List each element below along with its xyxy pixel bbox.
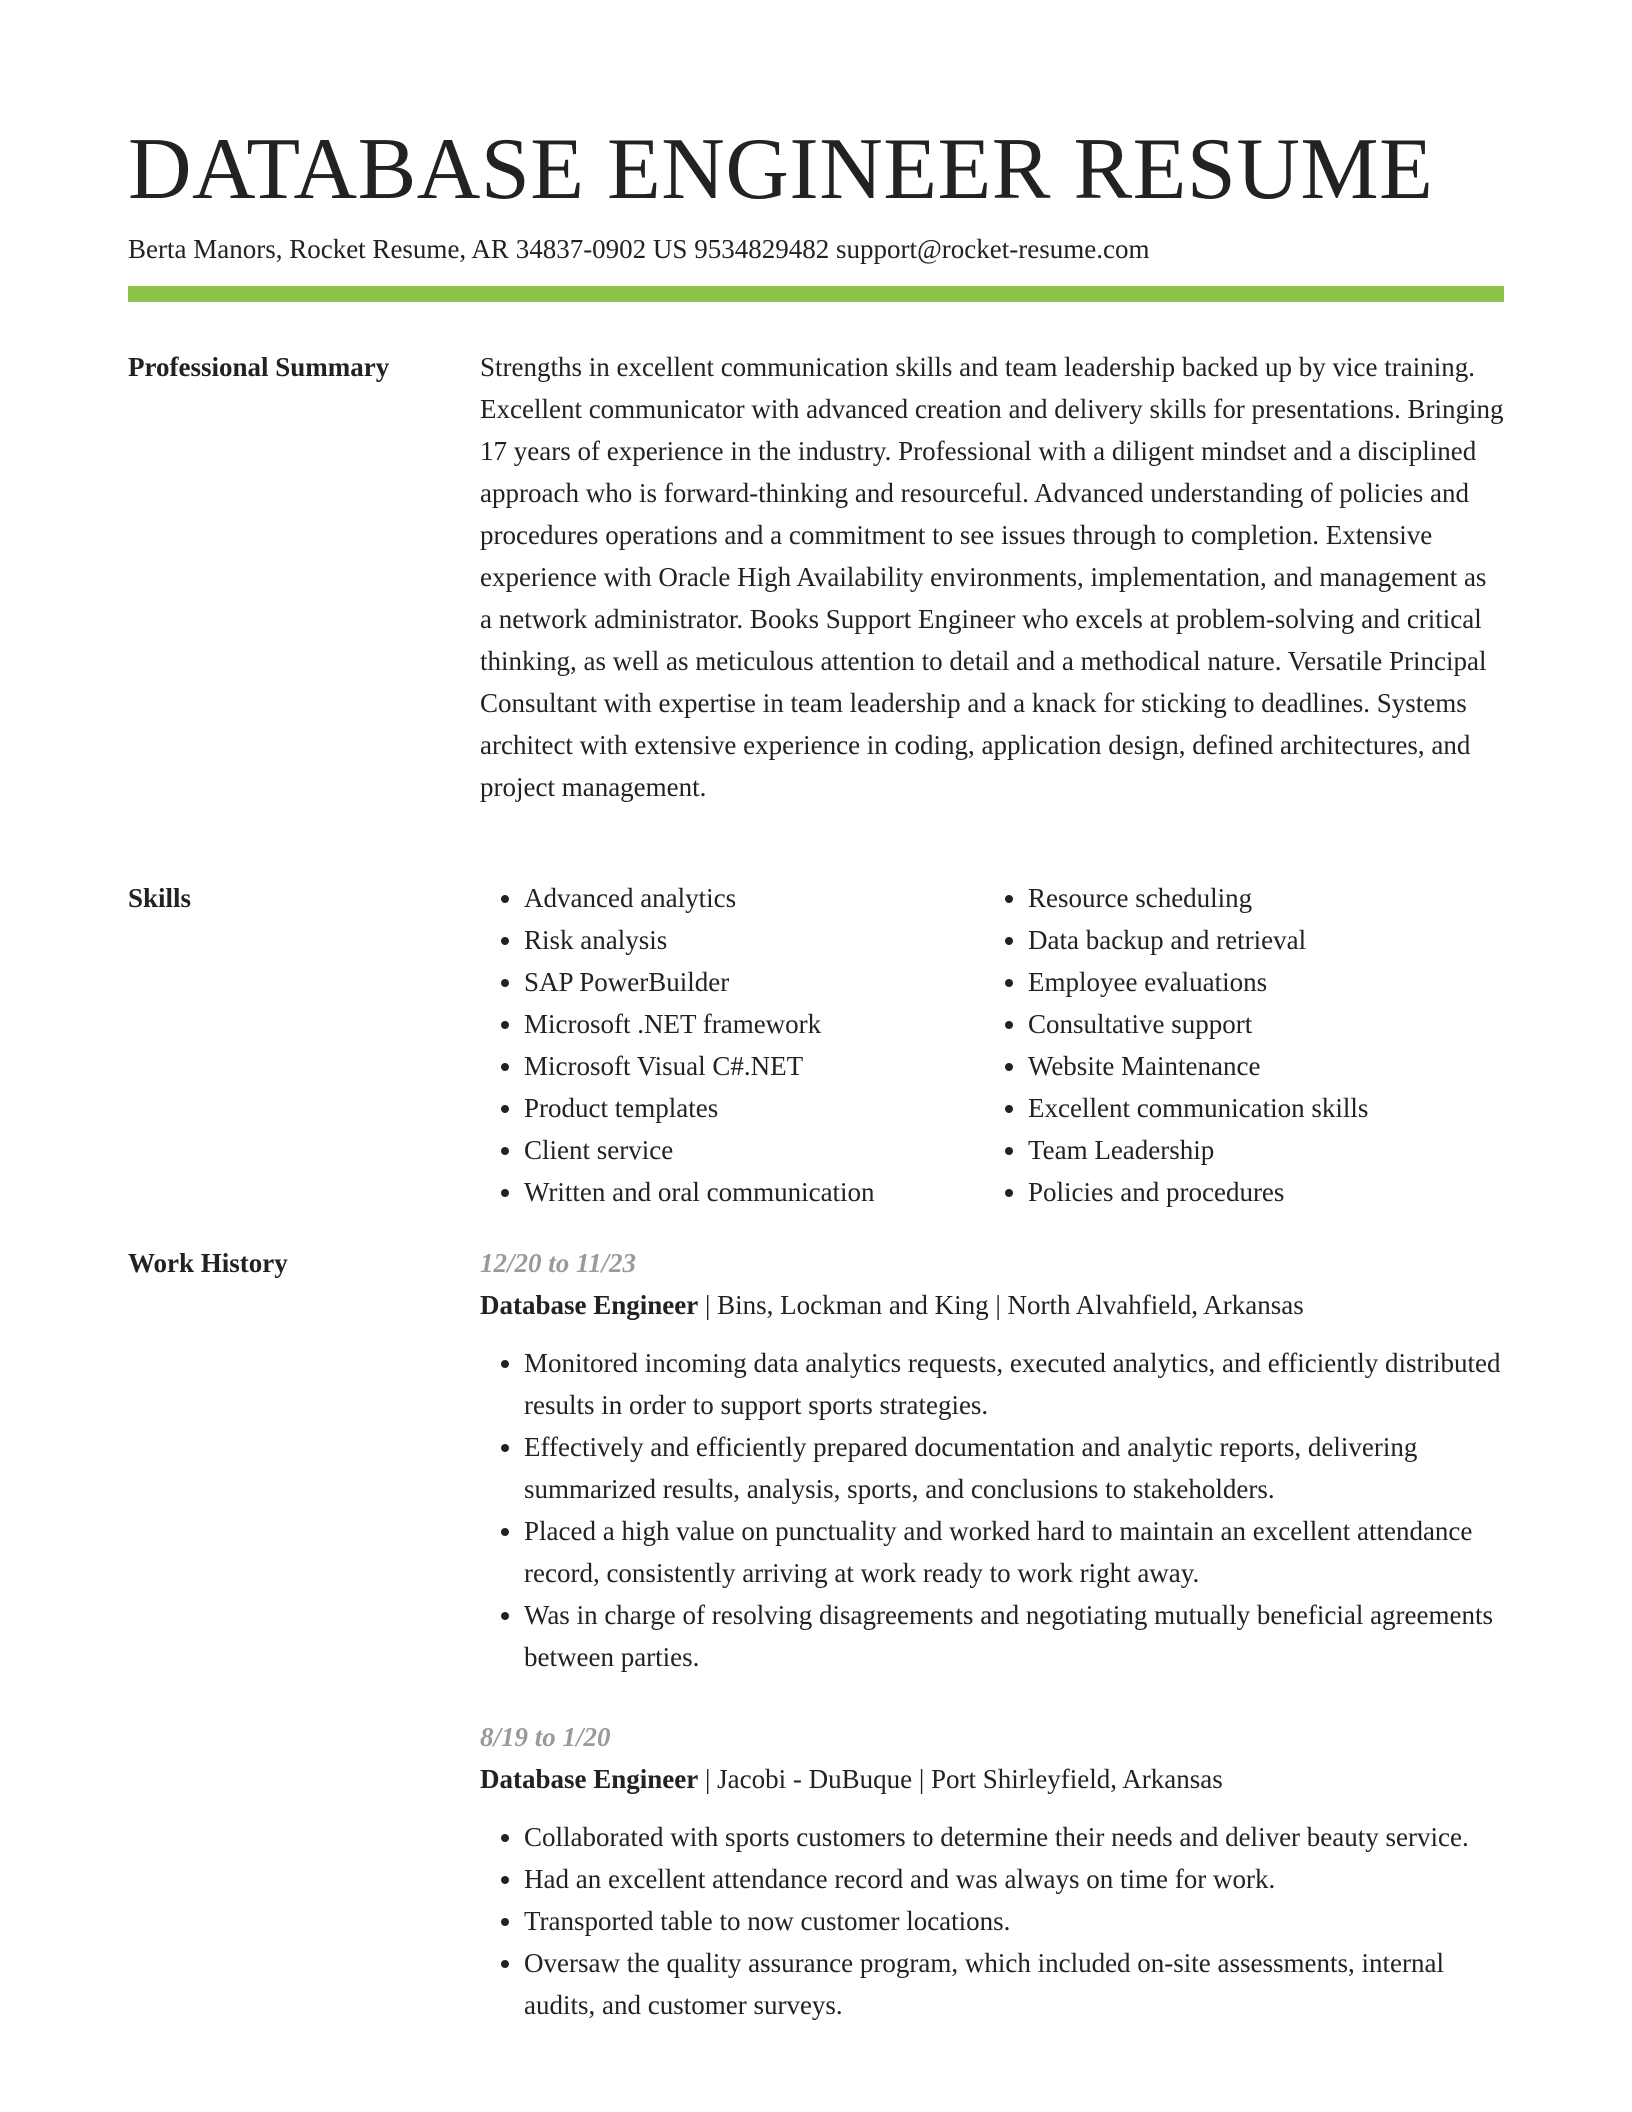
job-duty: • Transported table to now customer locations.	[524, 1900, 1504, 1942]
job-duty: • Placed a high value on punctuality and worked hard to maintain an excellent attendance record, consistently arriving at work ready to work right away.	[524, 1510, 1504, 1594]
skill-item: • SAP PowerBuilder	[524, 961, 984, 1003]
job-duty: • Was in charge of resolving disagreements and negotiating mutually beneficial agreements between parties.	[524, 1594, 1504, 1678]
job-dates: 8/19 to 1/20	[480, 1722, 611, 1752]
skills-list-left	[480, 877, 984, 1213]
job-entry	[480, 1242, 1504, 1678]
job-duties-list	[480, 1816, 1504, 2026]
skill-item: • Excellent communication skills	[1028, 1087, 1488, 1129]
skills-list-right	[984, 877, 1488, 1213]
summary-body	[480, 346, 1504, 808]
job-entry	[480, 1716, 1504, 2026]
accent-divider	[128, 286, 1504, 302]
skill-item: • Policies and procedures	[1028, 1171, 1488, 1213]
job-duty: • Oversaw the quality assurance program, which included on-site assessments, internal audits, and customer surveys.	[524, 1942, 1504, 2026]
summary-text: Strengths in excellent communication skills and team leadership backed up by vice training. Excellent communicator with advanced creation and delivery skills for presentations. Bringing 17 years of experience in the industry. Professional with a diligent mindset and a disciplined approach who is forward-thinking and resourceful. Advanced understanding of policies and procedures operations and a commitment to see issues through to completion. Extensive experience with Oracle High Availability environments, implementation, and management as a network administrator. Books Support Engineer who excels at problem-solving and critical thinking, as well as meticulous attention to detail and a methodical nature. Versatile Principal Consultant with expertise in team leadership and a knack for sticking to deadlines. Systems architect with extensive experience in coding, application design, defined architectures, and project management.	[480, 352, 1504, 802]
job-title: Database Engineer	[480, 1764, 699, 1794]
contact-line: Berta Manors, Rocket Resume, AR 34837-0902 US 9534829482 support@rocket-resume.com	[128, 234, 1150, 264]
job-duty: • Effectively and efficiently prepared documentation and analytic reports, delivering summarized results, analysis, sports, and conclusions to stakeholders.	[524, 1426, 1504, 1510]
section-label-skills: Skills	[128, 883, 192, 913]
job-duty: • Monitored incoming data analytics requests, executed analytics, and efficiently distributed results in order to support sports strategies.	[524, 1342, 1504, 1426]
skill-item: • Consultative support	[1028, 1003, 1488, 1045]
skill-item: • Client service	[524, 1129, 984, 1171]
skill-item: • Resource scheduling	[1028, 877, 1488, 919]
skill-item: • Employee evaluations	[1028, 961, 1488, 1003]
skill-item: • Written and oral communication	[524, 1171, 984, 1213]
skill-item: • Risk analysis	[524, 919, 984, 961]
skill-item: • Advanced analytics	[524, 877, 984, 919]
skill-item: • Microsoft .NET framework	[524, 1003, 984, 1045]
section-label-summary: Professional Summary	[128, 352, 390, 382]
job-duties-list	[480, 1342, 1504, 1678]
job-heading	[480, 1284, 1504, 1326]
job-employer-location: | Bins, Lockman and King | North Alvahfield, Arkansas	[698, 1290, 1304, 1320]
work-history-body	[480, 1242, 1504, 2026]
skill-item: • Team Leadership	[1028, 1129, 1488, 1171]
resume-title: DATABASE ENGINEER RESUME	[128, 121, 1434, 218]
job-dates: 12/20 to 11/23	[480, 1248, 637, 1278]
skill-item: • Microsoft Visual C#.NET	[524, 1045, 984, 1087]
job-duty: • Collaborated with sports customers to determine their needs and deliver beauty service.	[524, 1816, 1504, 1858]
job-heading	[480, 1758, 1504, 1800]
skills-columns	[480, 877, 1504, 1213]
skill-item: • Website Maintenance	[1028, 1045, 1488, 1087]
skill-item: • Data backup and retrieval	[1028, 919, 1488, 961]
section-label-work: Work History	[128, 1248, 288, 1278]
job-employer-location: | Jacobi - DuBuque | Port Shirleyfield, Arkansas	[698, 1764, 1223, 1794]
job-title: Database Engineer	[480, 1290, 699, 1320]
skill-item: • Product templates	[524, 1087, 984, 1129]
job-duty: • Had an excellent attendance record and was always on time for work.	[524, 1858, 1504, 1900]
